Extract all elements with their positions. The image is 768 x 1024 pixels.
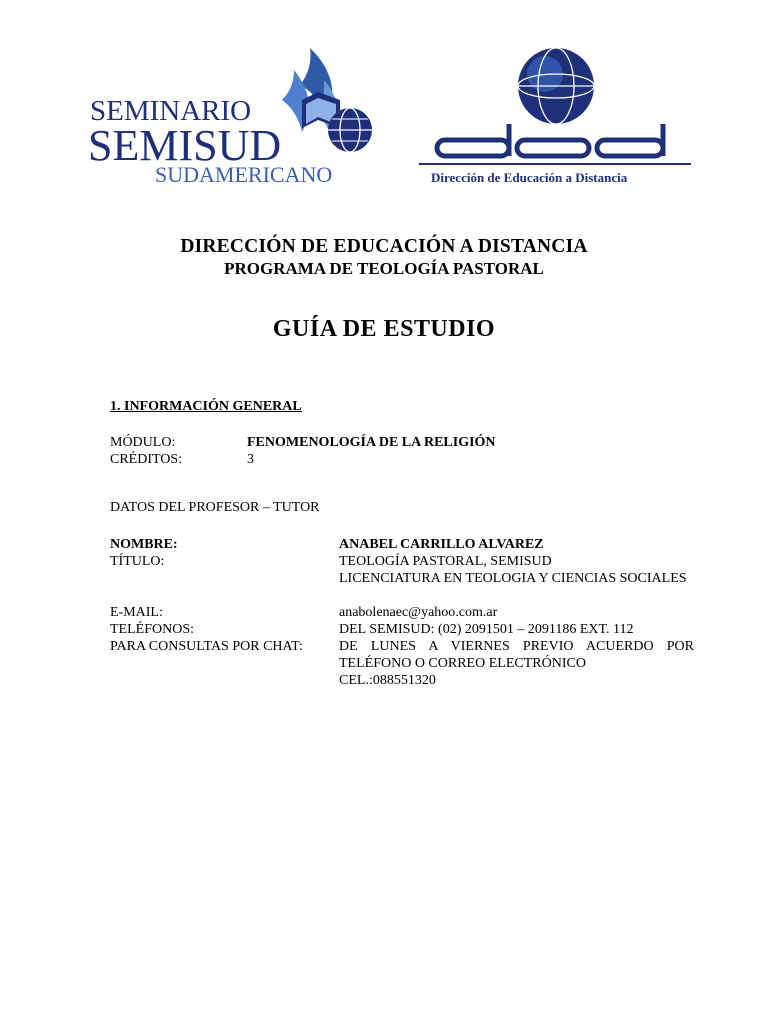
cel-value: CEL.:088551320 (339, 673, 436, 688)
header-line-2: PROGRAMA DE TEOLOGÍA PASTORAL (224, 259, 544, 278)
ded-caption: Dirección de Educación a Distancia (431, 170, 628, 184)
profesor-heading: DATOS DEL PROFESOR – TUTOR (110, 500, 320, 515)
nombre-label: NOMBRE: (110, 537, 178, 552)
telefonos-label: TELÉFONOS: (110, 622, 194, 637)
titulo-value-1: TEOLOGÍA PASTORAL, SEMISUD (339, 554, 552, 569)
ded-logo (415, 44, 715, 184)
modulo-value: FENOMENOLOGÍA DE LA RELIGIÓN (247, 435, 496, 450)
chat-label: PARA CONSULTAS POR CHAT: (110, 639, 303, 654)
telefonos-value: DEL SEMISUD: (02) 2091501 – 2091186 EXT. 112 (339, 622, 634, 637)
semisud-logo (88, 40, 388, 182)
ded-mark (419, 124, 691, 164)
nombre-value: ANABEL CARRILLO ALVAREZ (339, 537, 544, 552)
creditos-label: CRÉDITOS: (110, 452, 183, 467)
creditos-value: 3 (247, 452, 254, 467)
chat-value: DE LUNES A VIERNES PREVIO ACUERDO POR TELÉFONO O CORREO ELECTRÓNICO (339, 639, 694, 671)
page-title: GUÍA DE ESTUDIO (272, 316, 496, 342)
header-line-1: DIRECCIÓN DE EDUCACIÓN A DISTANCIA (180, 236, 588, 257)
logo-semisud: SEMISUD (88, 121, 282, 170)
titulo-value-2: LICENCIATURA EN TEOLOGIA Y CIENCIAS SOCIALES (339, 571, 687, 586)
email-value: anabolenaec@yahoo.com.ar (339, 605, 498, 620)
modulo-label: MÓDULO: (110, 435, 176, 450)
email-label: E-MAIL: (110, 605, 163, 620)
logo-seminario: SEMINARIO (90, 95, 252, 127)
section-title-informacion-general: 1. INFORMACIÓN GENERAL (110, 399, 302, 414)
logo-sudamericano: SUDAMERICANO (155, 162, 333, 182)
titulo-label: TÍTULO: (110, 554, 165, 569)
